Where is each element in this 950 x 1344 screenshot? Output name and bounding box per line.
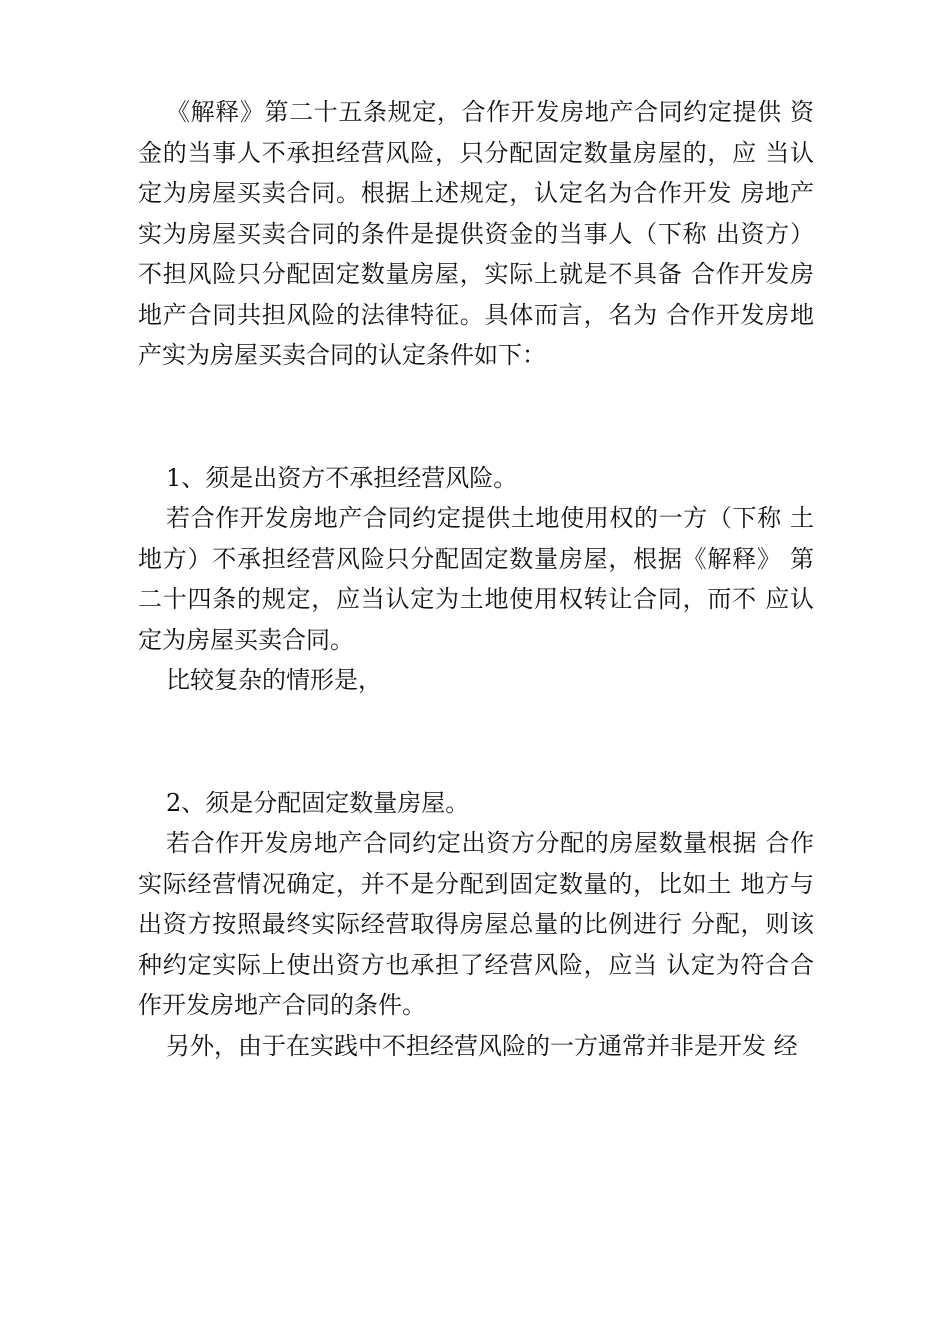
paragraph-fixed-quantity: 若合作开发房地产合同约定出资方分配的房屋数量根据 合作实际经营情况确定，并不是分配到固定数量的，比如土 地方与出资方按照最终实际经营取得房屋总量的比例进行 分配，则该种约定实际上使出资方也承担了经营风险，应当 认定为符合合作开发房地产合同的条件。 xyxy=(138,829,814,1019)
document-body xyxy=(138,92,814,1066)
condition-heading-1: 1、须是出资方不承担经营风险。 xyxy=(166,463,518,492)
paragraph-additionally: 另外，由于在实践中不担经营风险的一方通常并非是开发 经 xyxy=(166,1031,798,1060)
paragraph-land-party: 若合作开发房地产合同约定提供土地使用权的一方（下称 土地方）不承担经营风险只分配固定数量房屋，根据《解释》 第二十四条的规定，应当认定为土地使用权转让合同，而不 应认定为房屋买卖合同。 xyxy=(138,504,814,654)
paragraph-gap xyxy=(138,701,814,783)
condition-heading-2: 2、须是分配固定数量房屋。 xyxy=(166,788,470,817)
paragraph-complex-case: 比较复杂的情形是， xyxy=(166,666,382,694)
paragraph-article-25: 《解释》第二十五条规定，合作开发房地产合同约定提供 资金的当事人不承担经营风险，只分配固定数量房屋的，应 当认定为房屋买卖合同。根据上述规定，认定名为合作开发 房地产实为房屋买卖合同的条件是提供资金的当事人（下称 出资方）不担风险只分配固定数量房屋，实际上就是不具备 合作开发房地产合同共担风险的法律特征。具体而言，名为 合作开发房地产实为房屋买卖合同的认定条件如下： xyxy=(138,98,814,369)
paragraph-gap xyxy=(138,376,814,458)
